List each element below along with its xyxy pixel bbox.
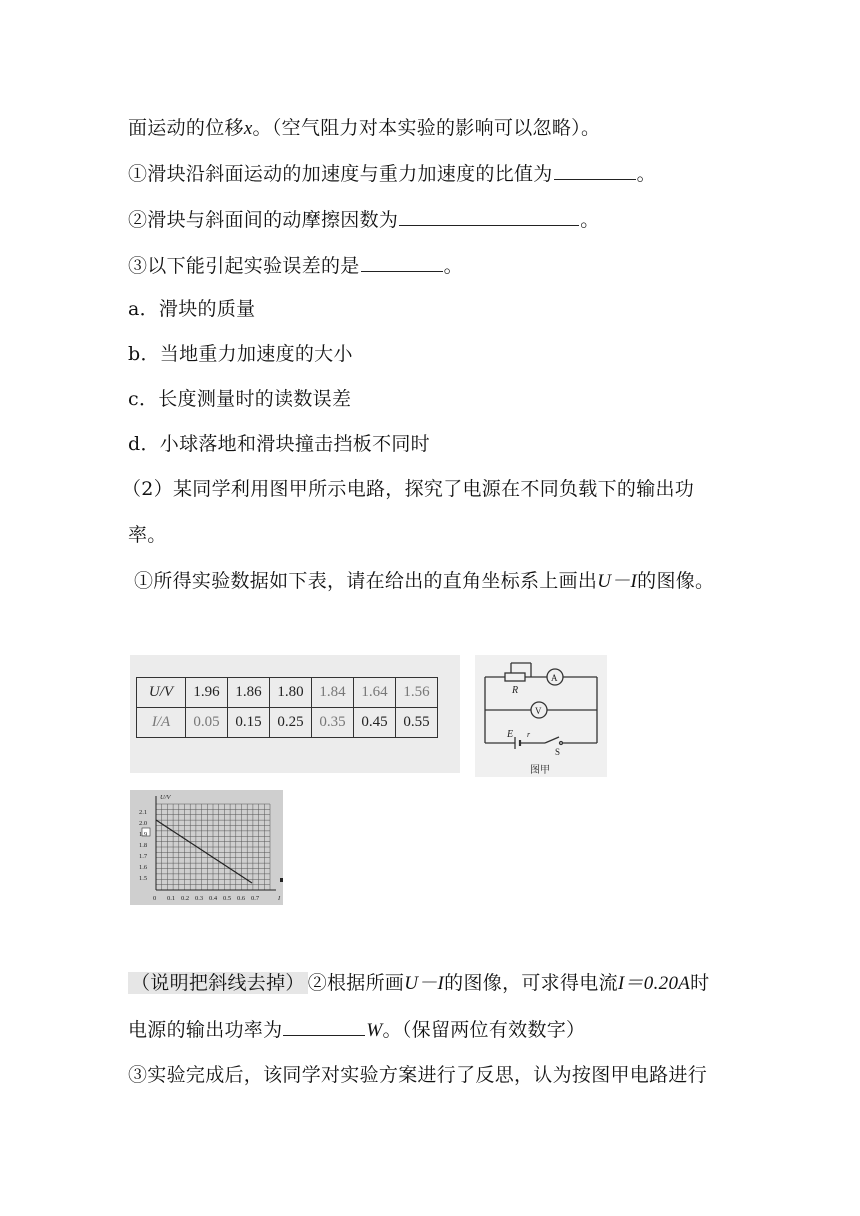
table-cell: 0.15 [228,708,270,738]
text: 电源的输出功率为 [128,1019,283,1041]
text: ①所得实验数据如下表，请在给出的直角坐标系上画出 [134,570,598,592]
part-2-line-2: 率。 [128,524,167,546]
answer-blank[interactable] [399,206,579,226]
table-cell: 0.25 [270,708,312,738]
graph-y-label: U/V [160,794,171,801]
text: 的图像，可求得电流 [444,972,618,994]
table-cell: 1.84 [312,678,354,708]
unit-w: W [366,1020,383,1041]
table-row [137,708,438,738]
x-tick-label: 0.3 [195,895,204,902]
table-cell: 0.35 [312,708,354,738]
y-tick-label: 1.9 [139,831,148,838]
sub-question-3: ③实验完成后，该同学对实验方案进行了反思，认为按图甲电路进行 [128,1064,708,1086]
table-cell: 1.96 [186,678,228,708]
internal-resistance-label: r [527,730,531,739]
sub-question-2 [128,970,709,997]
question-3 [128,252,463,279]
table-cell: 1.56 [396,678,438,708]
switch-label: S [555,747,561,757]
question-text: ③以下能引起实验误差的是 [128,255,360,277]
y-tick-label: 1.8 [139,842,148,849]
switch-blade [545,737,559,743]
text: 时 [690,972,710,994]
axis-mark [280,878,283,882]
text: 。（保留两位有效数字） [382,1019,586,1041]
y-tick-label: 1.7 [139,853,148,860]
answer-blank[interactable] [554,160,636,180]
rheostat-label: R [512,685,519,696]
x-tick-label: 0.7 [251,895,260,902]
emf-label: E [507,729,514,740]
text: 。 [443,255,463,277]
table-cell: 1.86 [228,678,270,708]
question-text: ②滑块与斜面间的动摩擦因数为 [128,209,399,231]
x-tick-label: 0.1 [167,895,176,902]
fitted-line [156,820,252,883]
x-tick-label: 0.5 [223,895,232,902]
table-cell: 0.55 [396,708,438,738]
answer-blank[interactable] [361,252,443,272]
text-line-1 [128,115,600,142]
table-cell: 0.05 [186,708,228,738]
question-text: ①滑块沿斜面运动的加速度与重力加速度的比值为 [128,163,553,185]
y-tick-label: 2.1 [139,809,148,816]
voltmeter-label: V [535,706,542,716]
data-table [136,677,438,738]
variable-u-i: U－I [404,973,445,994]
option-b: b．当地重力加速度的大小 [128,343,353,365]
part-2-line-1: （2）某同学利用图甲所示电路，探究了电源在不同负载下的输出功 [122,478,695,500]
coordinate-graph [130,790,283,905]
circuit-diagram [475,655,607,777]
graph-x-label: I [278,895,281,902]
sub-question-1 [134,568,714,595]
x-tick-label: 0.6 [237,895,246,902]
variable-u-i: U－I [597,571,638,592]
circuit-diagram-image [475,655,607,777]
i-header: I/A [137,708,186,738]
x-tick-label: 0.2 [181,895,190,902]
answer-blank[interactable] [283,1016,365,1036]
note-highlight: （说明把斜线去掉） [128,972,308,994]
figure-caption: 图甲 [530,765,550,776]
x-tick-label: 0.4 [209,895,218,902]
text: 。（空气阻力对本实验的影响可以忽略）。 [252,117,601,139]
y-tick-label: 1.6 [139,864,148,871]
text: 。 [636,163,656,185]
data-table-image [130,655,460,773]
sub-question-2-cont [128,1016,585,1044]
option-a: a．滑块的质量 [128,298,256,320]
question-1 [128,160,656,187]
table-cell: 1.80 [270,678,312,708]
table-row [137,678,438,708]
question-2 [128,206,600,233]
variable-current: I＝0.20A [617,973,691,994]
table-cell: 1.64 [354,678,396,708]
table-cell: 0.45 [354,708,396,738]
option-d: d．小球落地和滑块撞击挡板不同时 [128,433,430,455]
option-c: c．长度测量时的读数误差 [128,388,352,410]
text: ②根据所画 [307,972,405,994]
variable-x: x [243,118,253,139]
x-tick-label: 0 [153,895,157,902]
y-tick-label: 1.5 [139,875,148,882]
y-tick-label: 2.0 [139,820,148,827]
u-header: U/V [137,678,186,708]
text: 。 [580,209,600,231]
text: 面运动的位移 [128,117,244,139]
ammeter-label: A [551,673,558,683]
text: 的图像。 [637,570,715,592]
coordinate-graph-image [130,790,283,905]
rheostat-symbol [505,673,525,681]
